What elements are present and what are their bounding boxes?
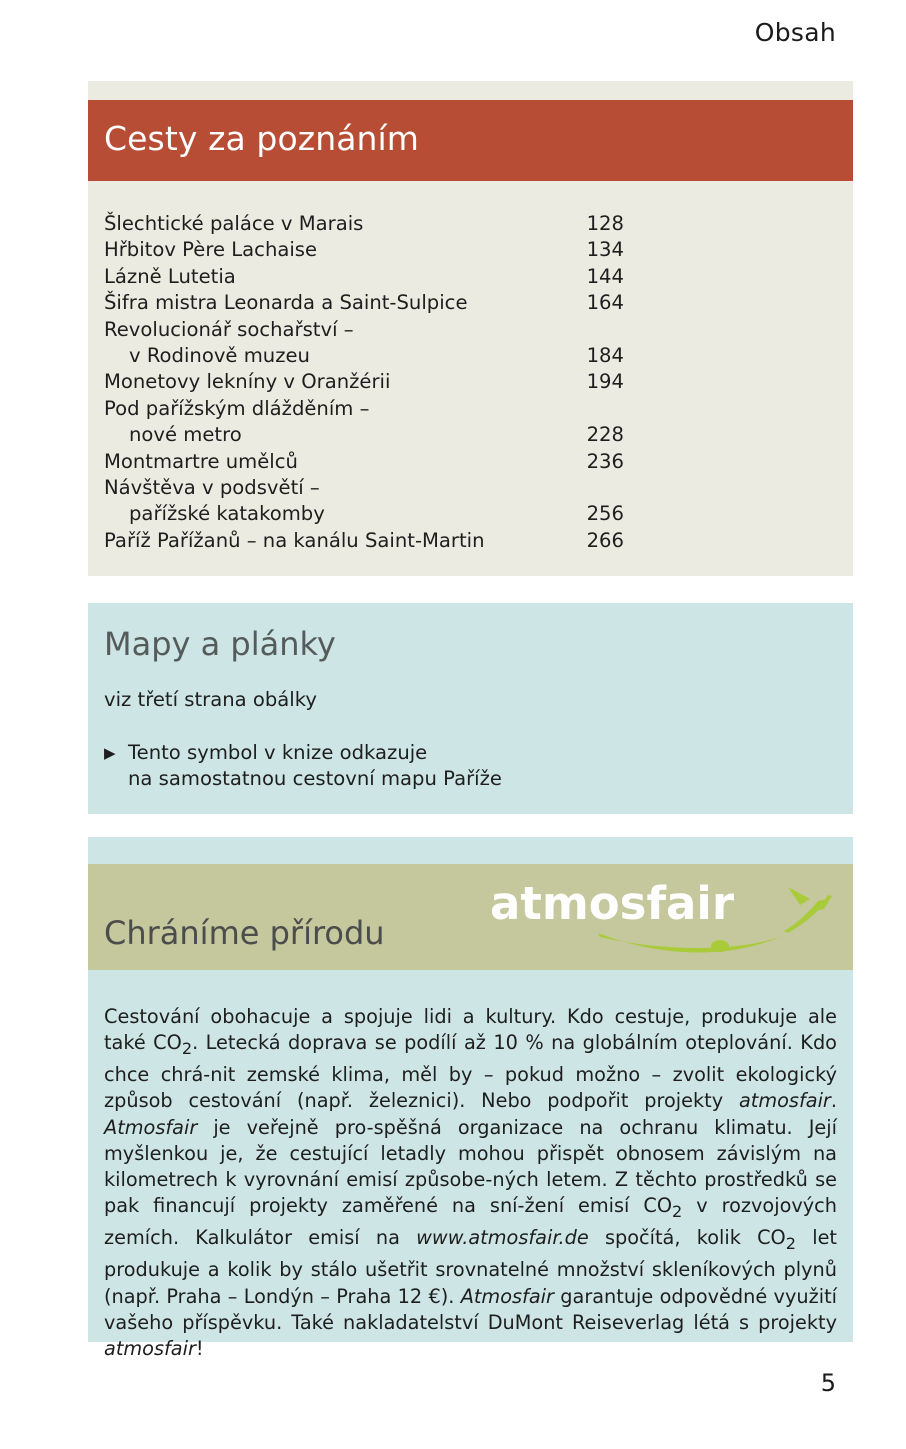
toc-item [104,396,624,422]
toc-item [104,290,624,316]
toc-item-title: Monetovy lekníny v Oranžérii [104,370,391,394]
body-text-segment: . Letecká doprava se podílí až 10 % na globálním oteplování. Kdo chce chrá-nit zemské klima, měl by – pokud možno – zvolit ekologický způsob cestování (např. železnici). Nebo podpořit projekty [104,1031,837,1113]
maps-note-line2: na samostatnou cestovní mapu Paříže [128,767,502,791]
body-text-segment: spočítá, kolik CO [588,1226,786,1250]
toc-item [104,211,624,237]
toc-item-continuation [104,422,624,448]
toc-item-page: 256 [586,502,624,526]
toc-item-page: 266 [586,528,624,552]
toc-item-title: Pod pařížským dlážděním – [104,396,370,420]
atmosfair-logo [488,869,833,967]
trips-toc [104,211,624,554]
subscript: 2 [672,1202,683,1222]
toc-item [104,369,624,395]
toc-item-title: Šlechtické paláce v Marais [104,212,364,235]
toc-item-continuation [104,343,624,369]
nature-title-bar [88,864,853,970]
toc-item-page: 164 [586,291,624,315]
subscript: 2 [785,1234,796,1254]
toc-item-title-line2: nové metro [129,423,242,447]
maps-panel [88,603,853,814]
body-text-segment: Cestování obohacuje a spojuje lidi a kultury. Kdo cestuje, produkuje ale také CO [104,1005,837,1055]
nature-title: Chráníme přírodu [104,914,385,952]
toc-item-page: 144 [586,264,624,288]
emphasis: atmosfair [104,1337,196,1361]
toc-item-title: Lázně Lutetia [104,264,236,288]
toc-item-title: Revolucionář sochařství – [104,317,354,341]
atmosfair-logo-text: atmosfair [490,877,735,930]
toc-item [104,528,624,554]
toc-item-continuation [104,501,624,527]
toc-item [104,237,624,263]
toc-item-title: Paříž Pařížanů – na kanálu Saint-Martin [104,528,485,552]
toc-item-page: 228 [586,423,624,447]
nature-body [104,1004,837,1362]
body-text-segment: v rozvojových zemích. Kalkulátor emisí na [104,1194,838,1250]
trips-panel [88,81,853,576]
emphasis: Atmosfair [104,1115,198,1139]
toc-item [104,475,624,501]
toc-item-title: Hřbitov Père Lachaise [104,238,318,262]
emphasis: atmosfair [738,1089,831,1113]
toc-item-page: 184 [586,344,624,368]
toc-item-title: Návštěva v podsvětí – [104,476,320,500]
toc-item-page: 128 [586,212,624,235]
maps-reference: viz třetí strana obálky [104,688,317,711]
trips-title: Cesty za poznáním [104,119,420,158]
subscript: 2 [181,1039,193,1059]
toc-item [104,449,624,475]
maps-note-line1: Tento symbol v knize odkazuje [128,741,428,764]
toc-item-title-line2: v Rodinově muzeu [129,344,310,368]
body-text-segment: ! [195,1337,204,1361]
maps-note [104,740,502,793]
toc-item-title: Šifra mistra Leonarda a Saint-Sulpice [104,291,468,315]
page-number: 5 [820,1369,836,1397]
maps-title: Mapy a plánky [104,625,336,663]
toc-item-title: Montmartre umělců [104,449,298,473]
body-text-segment: je veřejně pro-spěšná organizace na ochranu klimatu. Její myšlenkou je, že cestující letadly mohou přispět obnosem závislým na kilometrech k vyrovnání emisí způsobe-ných letem. Z těchto prostředků se pak financují projekty zaměřené na sní-žení emisí CO [104,1115,837,1218]
triangle-pointer-icon: ▶ [104,744,116,762]
toc-item-page: 194 [586,370,624,394]
toc-item-title-line2: pařížské katakomby [129,502,325,526]
body-text-segment: let produkuje a kolik by stálo ušetřit srovnatelné množství skleníkových plynů (např. Praha – Londýn – Praha 12 €). [104,1226,837,1308]
toc-item-page: 134 [586,238,624,262]
toc-item [104,317,624,343]
body-text-segment: . [830,1089,837,1113]
trips-title-bar [88,100,853,181]
website-link: www.atmosfair.de [416,1226,589,1250]
toc-item-page: 236 [586,449,624,473]
body-text-segment: garantuje odpovědné využití vašeho příspěvku. Také nakladatelství DuMont Reiseverlag létá s projekty [104,1284,837,1334]
toc-item [104,264,624,290]
running-head: Obsah [754,18,836,47]
emphasis: Atmosfair [460,1284,554,1308]
nature-panel [88,837,853,1361]
